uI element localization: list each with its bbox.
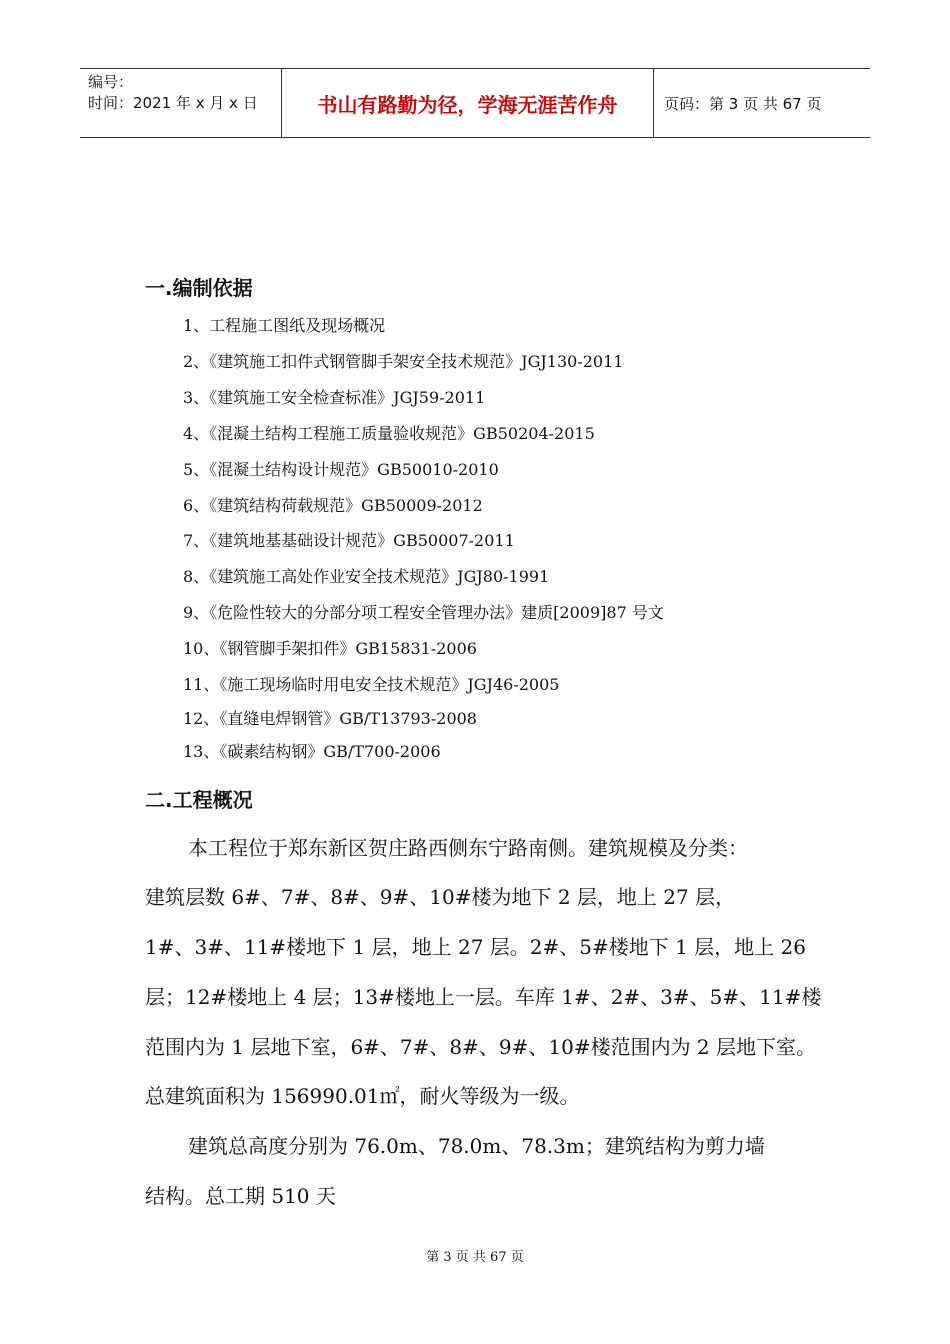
section-title-basis: 一.编制依据 <box>145 276 253 300</box>
section-title-overview: 二.工程概况 <box>145 788 253 812</box>
reference-item: 8、《建筑施工高处作业安全技术规范》JGJ80-1991 <box>183 567 550 586</box>
overview-line: 本工程位于郑东新区贺庄路西侧东宁路南侧。建筑规模及分类： <box>188 836 748 860</box>
reference-item: 10、《钢管脚手架扣件》GB15831-2006 <box>183 639 477 658</box>
overview-line: 总建筑面积为 156990.01㎡，耐火等级为一级。 <box>145 1084 580 1108</box>
reference-item: 1、工程施工图纸及现场概况 <box>183 316 386 335</box>
reference-item: 13、《碳素结构钢》GB/T700-2006 <box>183 742 441 761</box>
reference-item: 9、《危险性较大的分部分项工程安全管理办法》建质[2009]87 号文 <box>183 603 664 622</box>
header-meta <box>80 69 282 137</box>
reference-item: 3、《建筑施工安全检查标准》JGJ59-2011 <box>183 388 486 407</box>
page-footer: 第 3 页 共 67 页 <box>426 1250 524 1265</box>
overview-line: 建筑总高度分别为 76.0m、78.0m、78.3m；建筑结构为剪力墙 <box>188 1134 765 1158</box>
reference-item: 7、《建筑地基基础设计规范》GB50007-2011 <box>183 531 515 550</box>
time-label: 时间：2021 年 x 月 x 日 <box>88 94 258 112</box>
reference-item: 11、《施工现场临时用电安全技术规范》JGJ46-2005 <box>183 675 560 694</box>
header-page-label: 页码：第 3 页 共 67 页 <box>664 94 822 113</box>
reference-item: 12、《直缝电焊钢管》GB/T13793-2008 <box>183 709 477 728</box>
number-label: 编号： <box>88 73 134 91</box>
header-motto: 书山有路勤为径，学海无涯苦作舟 <box>282 69 654 137</box>
overview-line: 范围内为 1 层地下室，6#、7#、8#、9#、10#楼范围内为 2 层地下室。 <box>145 1035 817 1059</box>
reference-item: 4、《混凝土结构工程施工质量验收规范》GB50204-2015 <box>183 424 595 443</box>
reference-item: 6、《建筑结构荷载规范》GB50009-2012 <box>183 496 483 515</box>
overview-line: 1#、3#、11#楼地下 1 层，地上 27 层。2#、5#楼地下 1 层，地上 26 <box>145 935 806 959</box>
overview-line: 层；12#楼地上 4 层；13#楼地上一层。车库 1#、2#、3#、5#、11#楼 <box>145 985 822 1009</box>
reference-item: 5、《混凝土结构设计规范》GB50010-2010 <box>183 460 499 479</box>
overview-line: 建筑层数 6#、7#、8#、9#、10#楼为地下 2 层，地上 27 层， <box>145 885 736 909</box>
overview-line: 结构。总工期 510 天 <box>145 1184 336 1208</box>
page-header <box>80 68 870 138</box>
reference-item: 2、《建筑施工扣件式钢管脚手架安全技术规范》JGJ130-2011 <box>183 352 624 371</box>
